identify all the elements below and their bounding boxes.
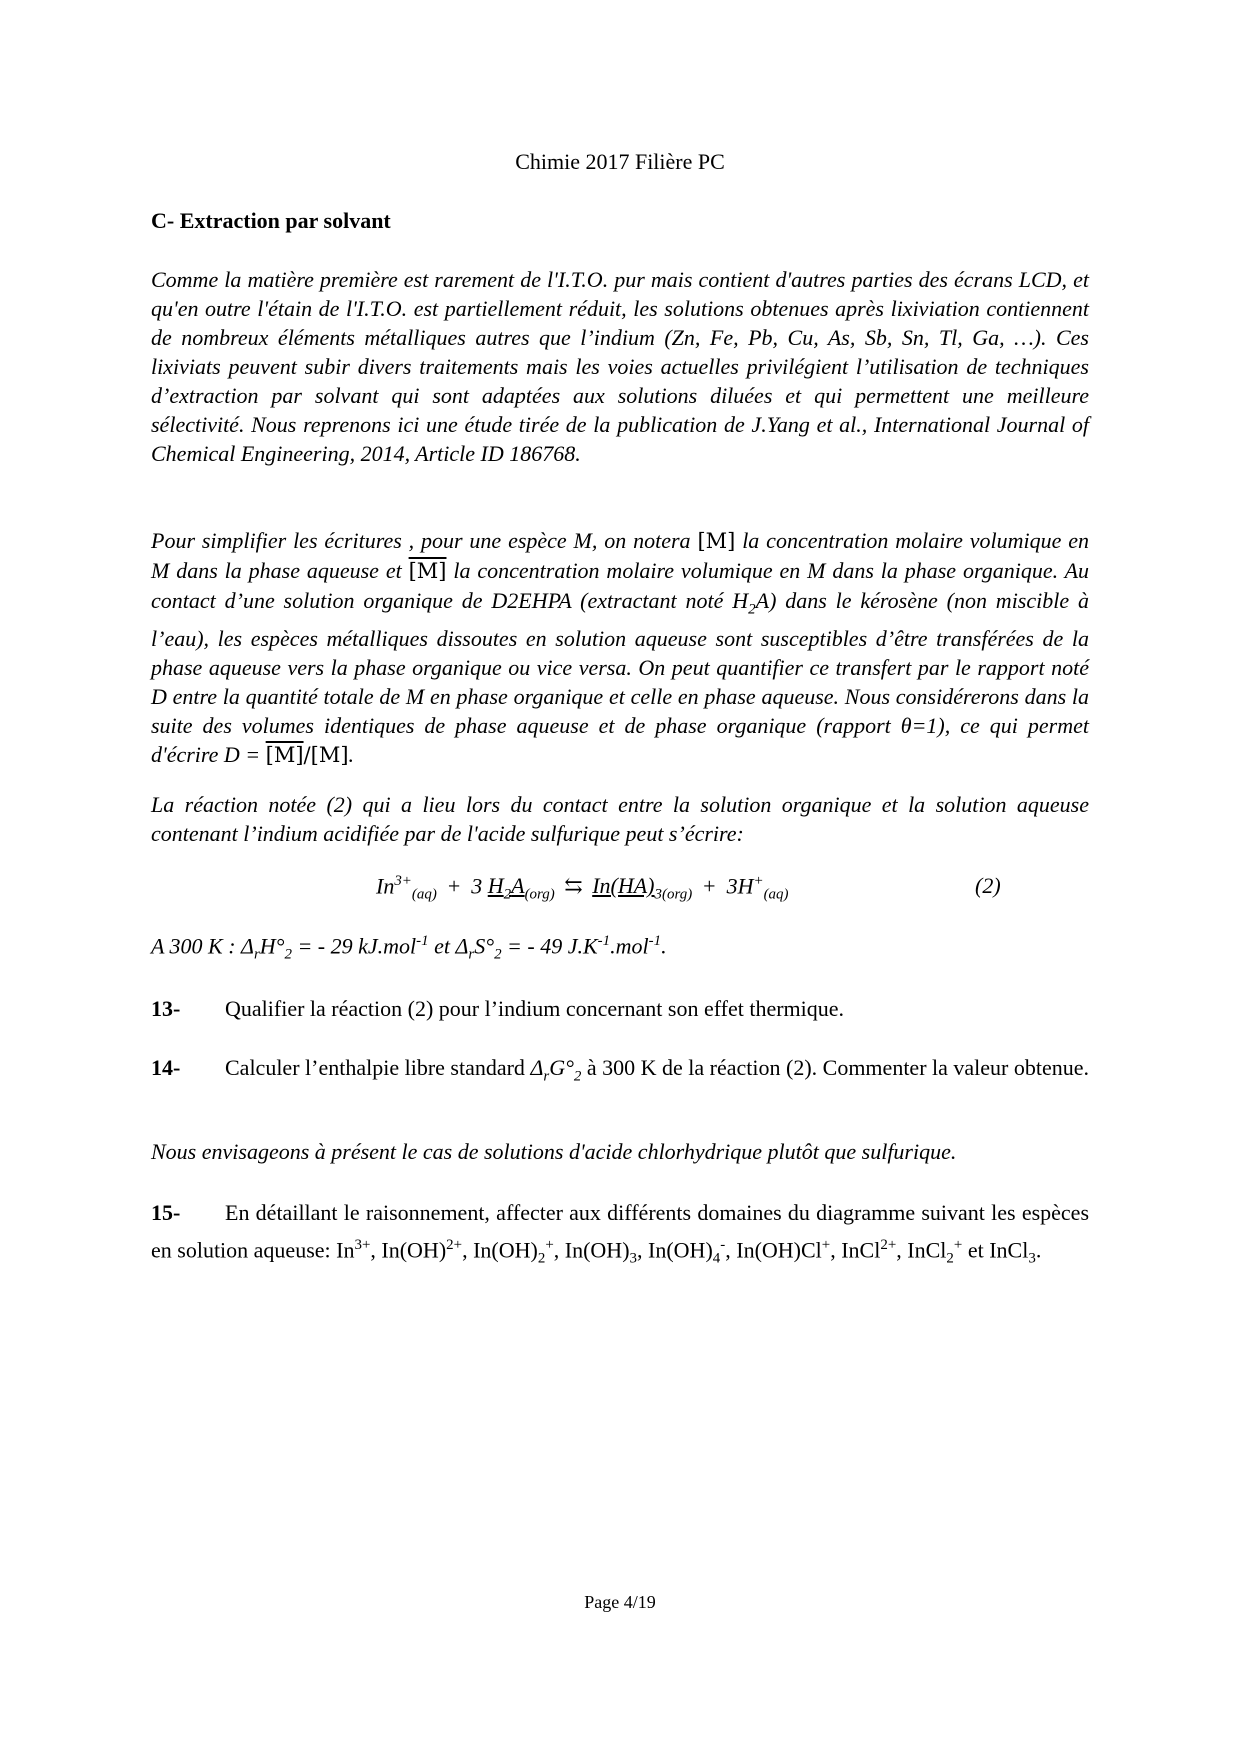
question-number: 15- — [151, 1200, 181, 1225]
equation-number: (2) — [975, 873, 1001, 898]
context-note: Nous envisageons à présent le cas de solutions d'acide chlorhydrique plutôt que sulfurique. — [151, 1139, 957, 1164]
page-header: Chimie 2017 Filière PC — [515, 149, 725, 174]
intro-paragraph: Comme la matière première est rarement de l'I.T.O. pur mais contient d'autres parties des écrans LCD, et qu'en outre l'étain de l'I.T.O. est partiellement réduit, les solutions obtenues après lixiviation contiennent de nombreux éléments métalliques autres que l’indium (Zn, Fe, Pb, Cu, As, Sb, Sn, Tl, Ga, …). Ces lixiviats peuvent subir divers traitements mais les voies actuelles privilégient l’utilisation de techniques d’extraction par solvant qui sont adaptées aux solutions diluées et qui permettent une meilleure sélectivité. Nous reprenons ici une étude tirée de la publication de J.Yang et al., International Journal of Chemical Engineering, 2014, Article ID 186768. — [151, 267, 1089, 466]
reaction-equation: $In^{3+}_{(aq)} + 3$ $H_2A_{(org)}$ ⇆ $In(HA)_{3(org)} + 3H^+_{(aq)}$ — [376, 873, 789, 903]
thermodynamic-data: A 300 K : $\Delta_rH^\circ_2$ = - 29 kJ.mol$^{-1}$ et $\Delta_rS^\circ_2$ = - 49 $J.K^{-1}.mol^{-1}$. — [151, 933, 667, 963]
organic-concentration-symbol: [M] — [408, 559, 447, 583]
question-14: 14- Calculer l’enthalpie libre standard $\Delta_rG^\circ_2$ à 300 K de la réaction (2). Commenter la valeur obtenue. — [151, 1055, 1090, 1085]
question-number: 14- — [151, 1055, 181, 1080]
reaction-intro-paragraph: La réaction notée (2) qui a lieu lors du contact entre la solution organique et la solution aqueuse contenant l’indium acidifiée par de l'acide sulfurique peut s’écrire: — [151, 792, 1089, 846]
page-number: Page 4/19 — [584, 1592, 656, 1612]
question-number: 13- — [151, 996, 181, 1021]
section-title: C- Extraction par solvant — [151, 208, 391, 233]
question-15: 15- En détaillant le raisonnement, affecter aux différents domaines du diagramme suivant les espèces en solution aqueuse: $In^{3+}$, In(OH)$^{2+}$, $In(OH)_2^+$, $In(OH)_3$, $In(OH)_4^-$, In(OH)Cl+, InCl$^{2+}$, InCl$_2$+ et InCl$_3$. — [151, 1197, 1089, 1275]
question-13: 13- Qualifier la réaction (2) pour l’indium concernant son effet thermique. — [151, 996, 845, 1021]
notation-paragraph: Pour simplifier les écritures , pour une espèce M, on notera [M] la concentration molaire volumique en M dans la phase aqueuse et [M] la concentration molaire volumique en M dans la phase organique. Au contact d’une solution organique de D2EHPA (extractant noté $H_2A$) dans le kérosène (non miscible à l’eau), les espèces métalliques dissoutes en solution aqueuse sont susceptibles d’être transférées de la phase aqueuse vers la phase organique ou vice versa. On peut quantifier ce transfert par le rapport noté D entre la quantité totale de M en phase organique et celle en phase aqueuse. Nous considérerons dans la suite des volumes identiques de phase aqueuse et de phase organique (rapport θ=1), ce qui permet d'écrire D = [M]/[M]. — [151, 528, 1090, 768]
aqueous-concentration-symbol: [M] — [697, 529, 736, 553]
equilibrium-arrow-icon: ⇆ — [564, 873, 583, 899]
